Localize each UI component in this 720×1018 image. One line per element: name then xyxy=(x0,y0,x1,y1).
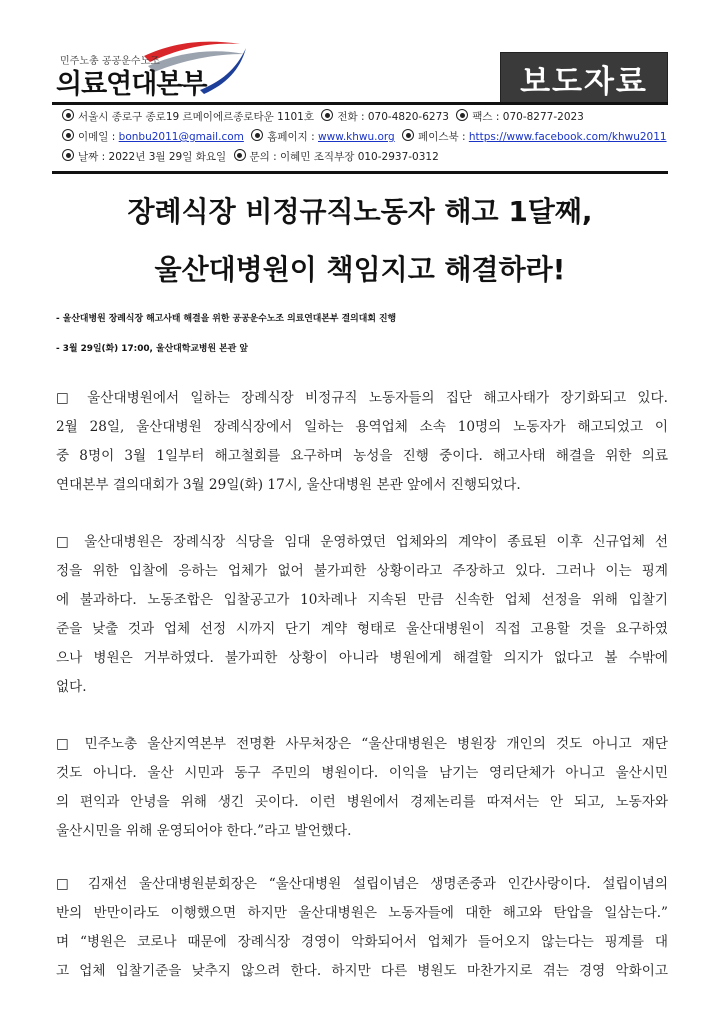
bullet-icon xyxy=(62,109,74,121)
date: 2022년 3월 29일 화요일 xyxy=(108,151,227,163)
contact-row-date: 날짜 : 2022년 3월 29일 화요일 문의 : 이혜민 조직부장 010-2937-0312 xyxy=(62,147,662,167)
paragraph-line: 2월 28일, 울산대병원 장례식장에서 일하는 용역업체 소속 10명의 노동자가 해고되었고 이 xyxy=(56,419,668,435)
phone-label: 전화 xyxy=(337,111,358,123)
paragraph-line: 고 업체 입찰기준을 낮추지 않으려 한다. 하지만 다른 병원도 마찬가지로 겪는 경영 악화이고 xyxy=(56,963,668,979)
paragraph-line: □ 민주노총 울산지역본부 전명환 사무처장은 “울산대병원은 병원장 개인의 것도 아니고 재단 xyxy=(56,736,668,752)
contact-row-online: 이메일 : bonbu2011@gmail.com 홈페이지 : www.khwu.org 페이스북 : https://www.facebook.com/khwu2011 xyxy=(62,127,662,147)
logo-subtitle: 민주노총 공공운수노조 xyxy=(60,56,160,67)
fax: 070-8277-2023 xyxy=(502,111,584,123)
bullet-icon xyxy=(456,109,468,121)
contact-info xyxy=(62,107,667,167)
bullet-icon xyxy=(402,129,414,141)
facebook-label: 페이스북 xyxy=(418,131,459,143)
fax-label: 팩스 xyxy=(472,111,493,123)
bullet-icon xyxy=(234,149,246,161)
paragraph-1 xyxy=(56,384,668,500)
paragraph-line: 연대본부 결의대회가 3월 29일(화) 17시, 울산대병원 본관 앞에서 진행되었다. xyxy=(56,477,521,493)
paragraph-line: 것도 아니다. 울산 시민과 동구 주민의 병원이다. 이익을 남기는 영리단체가 아니고 울산시민 xyxy=(56,765,668,781)
paragraph-line: 며 “병원은 코로나 때문에 장례식장 경영이 악화되어서 업체가 들어오지 않는다는 핑계를 대 xyxy=(56,934,668,950)
paragraph-4 xyxy=(56,870,668,986)
homepage-link[interactable]: www.khwu.org xyxy=(318,131,395,143)
contact-divider xyxy=(52,171,668,174)
paragraph-3 xyxy=(56,730,668,846)
paragraph-line: □ 울산대병원은 장례식장 식당을 임대 운영하였던 업체와의 계약이 종료된 이후 신규업체 선 xyxy=(56,534,668,550)
paragraph-line: 울산시민을 위해 운영되어야 한다.”라고 발언했다. xyxy=(56,823,352,839)
inquiry-label: 문의 xyxy=(249,151,270,163)
paragraph-line: 으나 병원은 거부하였다. 불가피한 상황이 아니라 병원에게 해결할 의지가 없다고 볼 수밖에 xyxy=(56,650,668,666)
paragraph-2 xyxy=(56,528,668,702)
phone: 070-4820-6273 xyxy=(367,111,449,123)
homepage-label: 홈페이지 xyxy=(267,131,308,143)
contact-row-address: 서울시 종로구 종로19 르메이에르종로타운 1101호 전화 : 070-4820-6273 팩스 : 070-8277-2023 xyxy=(62,107,662,127)
logo-name: 의료연대본부 xyxy=(56,69,207,100)
paragraph-line: 에 불과하다. 노동조합은 입찰공고가 10차례나 지속된 만큼 신속한 업체 선정을 위해 입찰기 xyxy=(56,592,668,608)
email-link[interactable]: bonbu2011@gmail.com xyxy=(118,131,244,143)
paragraph-line: 의 편익과 안녕을 위해 생긴 곳이다. 이런 병원에서 경제논리를 따져서는 안 되고, 노동자와 xyxy=(56,794,668,810)
press-release-label: 보도자료 xyxy=(520,63,648,100)
headline-line-1: 장례식장 비정규직노동자 해고 1달째, xyxy=(127,195,593,228)
paragraph-line: □ 김재선 울산대병원분회장은 “울산대병원 설립이념은 생명존중과 인간사랑이다. 설립이념의 xyxy=(56,876,668,892)
bullet-icon xyxy=(62,149,74,161)
paragraph-line: □ 울산대병원에서 일하는 장례식장 비정규직 노동자들의 집단 해고사태가 장기화되고 있다. xyxy=(56,390,668,406)
paragraph-line: 정을 위한 입찰에 응하는 업체가 없어 불가피한 상황이라고 주장하고 있다. 그러나 이는 핑계 xyxy=(56,563,668,579)
paragraph-line: 중 8명이 3월 1일부터 해고철회를 요구하며 농성을 진행 중이다. 해고사태 해결을 위한 의료 xyxy=(56,448,668,464)
inquiry: 이혜민 조직부장 010-2937-0312 xyxy=(280,151,439,163)
header-divider xyxy=(52,102,668,105)
address: 서울시 종로구 종로19 르메이에르종로타운 1101호 xyxy=(78,111,315,123)
subhead-2: - 3월 29일(화) 17:00, 울산대학교병원 본관 앞 xyxy=(56,344,248,354)
bullet-icon xyxy=(321,109,333,121)
headline-line-2: 울산대병원이 책임지고 해결하라! xyxy=(154,253,566,286)
press-release-badge xyxy=(500,52,668,104)
bullet-icon xyxy=(62,129,74,141)
date-label: 날짜 xyxy=(78,151,99,163)
paragraph-line: 준을 낮출 것과 업체 선정 시까지 단기 계약 형태로 울산대병원이 직접 고용할 것을 요구하였 xyxy=(56,621,668,637)
facebook-link[interactable]: https://www.facebook.com/khwu2011 xyxy=(468,131,667,143)
subhead-1: - 울산대병원 장례식장 해고사태 해결을 위한 공공운수노조 의료연대본부 결의대회 진행 xyxy=(56,314,397,324)
paragraph-line: 반의 반만이라도 이행했으면 하지만 울산대병원은 노동자들에 대한 해고와 탄압을 일삼는다.” xyxy=(56,905,668,921)
paragraph-line: 없다. xyxy=(56,679,87,695)
email-label: 이메일 xyxy=(78,131,109,143)
bullet-icon xyxy=(251,129,263,141)
